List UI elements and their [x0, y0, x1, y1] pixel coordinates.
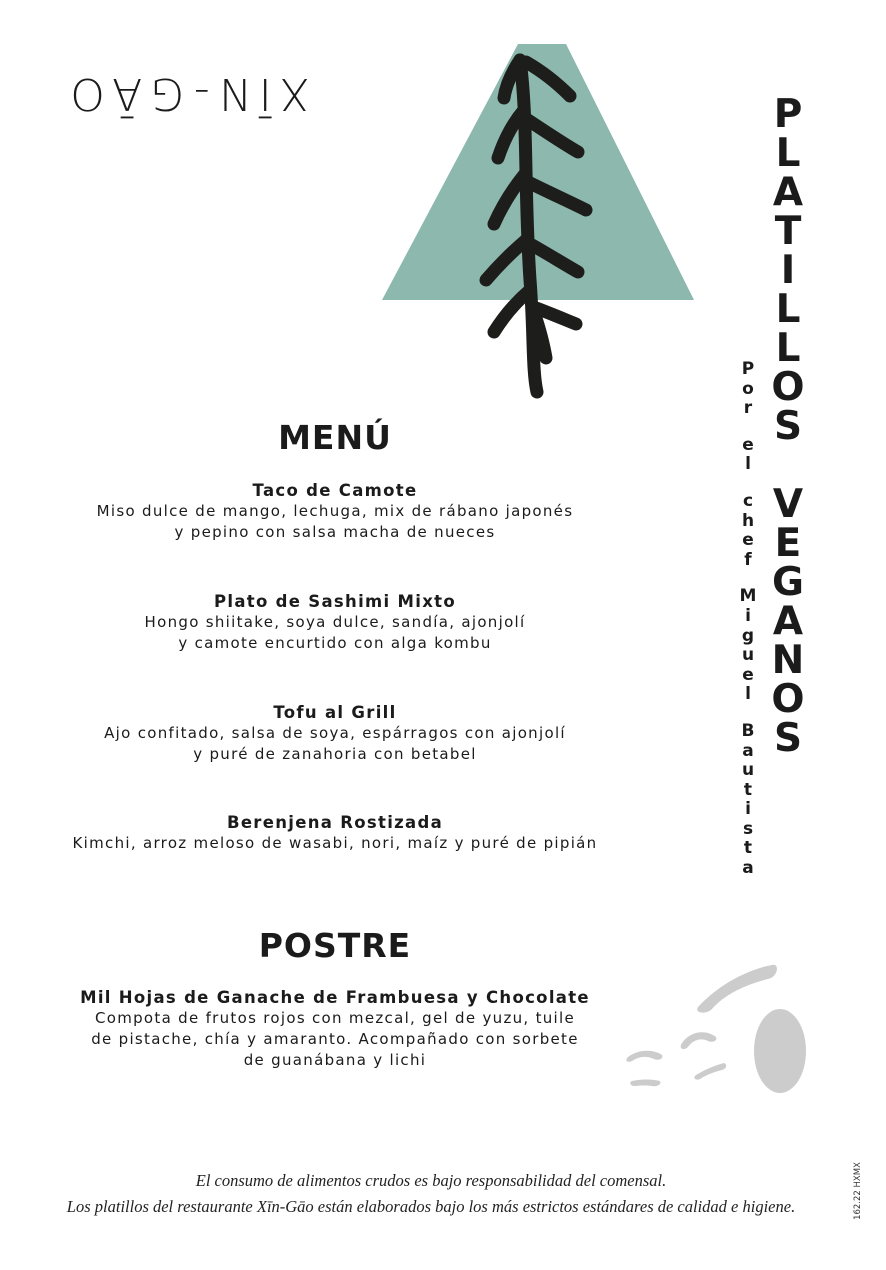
vertical-letter: S	[773, 716, 803, 761]
vertical-letter: L	[775, 131, 801, 176]
vertical-letter: s	[742, 818, 754, 839]
brush-stroke-illustration	[620, 955, 820, 1095]
vertical-letter: I	[780, 248, 796, 293]
vertical-letter: L	[775, 287, 801, 332]
vertical-letter: O	[771, 365, 805, 410]
vertical-letter: e	[742, 530, 754, 551]
brush-mark	[694, 1063, 726, 1080]
vertical-letter: P	[773, 92, 803, 137]
dish-name: Mil Hojas de Ganache de Frambuesa y Chocolate	[80, 988, 590, 1007]
vertical-letter: i	[745, 605, 751, 626]
dish-description: Miso dulce de mango, lechuga, mix de rábano japonés y pepino con salsa macha de nueces	[96, 502, 574, 541]
vertical-letter	[734, 419, 762, 436]
menu-item	[40, 480, 630, 543]
dish-name: Plato de Sashimi Mixto	[214, 592, 456, 611]
teal-triangle	[382, 44, 694, 300]
footer-line: El consumo de alimentos crudos es bajo responsabilidad del comensal.	[195, 1171, 667, 1190]
dish-name: Berenjena Rostizada	[226, 813, 444, 832]
dish-description: Ajo confitado, salsa de soya, espárragos con ajonjolí y puré de zanahoria con betabel	[104, 724, 566, 763]
vertical-letter	[734, 475, 762, 492]
menu-item	[40, 812, 630, 854]
dessert-title: POSTRE	[258, 926, 412, 965]
vertical-letter: e	[742, 434, 754, 455]
vertical-letter: A	[772, 170, 804, 215]
brush-mark	[630, 1080, 660, 1087]
vertical-letter: l	[745, 454, 751, 475]
dish-description: Kimchi, arroz meloso de wasabi, nori, maíz y puré de pipián	[72, 834, 598, 852]
document-code: 162.22 HXMX	[853, 1162, 863, 1220]
vertical-letter: e	[742, 664, 754, 685]
vertical-letter: T	[774, 209, 802, 254]
brush-arc	[697, 965, 777, 1013]
dish-description: Hongo shiitake, soya dulce, sandía, ajonjolí y camote encurtido con alga kombu	[144, 613, 526, 652]
vertical-letter: t	[743, 838, 753, 859]
dish-name: Tofu al Grill	[273, 703, 397, 722]
vertical-letter: r	[743, 398, 753, 419]
brush-blob	[754, 1009, 806, 1093]
vertical-letter: f	[744, 549, 752, 570]
vertical-subtitle	[734, 360, 762, 879]
vertical-letter: a	[742, 740, 754, 761]
vertical-title	[768, 92, 808, 761]
menu-title: MENÚ	[278, 418, 392, 457]
vertical-letter: G	[771, 560, 804, 605]
vertical-letter: o	[742, 378, 754, 399]
vertical-letter: A	[772, 599, 804, 644]
footer-disclaimer	[0, 1168, 862, 1220]
footer-line: Los platillos del restaurante Xīn-Gāo están elaborados bajo los más estrictos estándares de calidad e higiene.	[66, 1197, 796, 1216]
brand-logo: XĪN-GĀO	[62, 68, 310, 119]
vertical-letter: t	[743, 779, 753, 800]
vertical-letter	[768, 447, 808, 486]
vertical-letter	[734, 705, 762, 722]
vertical-letter: u	[741, 645, 755, 666]
menu-item	[40, 591, 630, 654]
vertical-letter: l	[745, 684, 751, 705]
vertical-letter: S	[773, 404, 803, 449]
vertical-letter: P	[741, 359, 755, 379]
dessert-item	[40, 987, 630, 1071]
vertical-letter: O	[771, 677, 805, 722]
menu-item	[40, 702, 630, 765]
vertical-letter: g	[741, 625, 755, 646]
vertical-letter: V	[772, 482, 804, 527]
vertical-letter: M	[739, 586, 757, 607]
vertical-letter	[734, 570, 762, 587]
vertical-letter: N	[771, 638, 805, 683]
vertical-letter: E	[774, 521, 802, 566]
vertical-letter: B	[741, 720, 755, 741]
brush-mark	[626, 1051, 662, 1062]
vertical-letter: L	[775, 326, 801, 371]
dish-name: Taco de Camote	[252, 481, 418, 500]
pine-tree-illustration	[380, 40, 700, 405]
dish-description: Compota de frutos rojos con mezcal, gel de yuzu, tuile de pistache, chía y amaranto. Acompañado con sorbete de guanábana y lichi	[91, 1009, 579, 1069]
vertical-letter: a	[742, 858, 754, 879]
vertical-letter: c	[742, 490, 754, 511]
vertical-letter: i	[745, 799, 751, 820]
vertical-letter: h	[741, 510, 755, 531]
brush-mark	[681, 1032, 717, 1049]
vertical-letter: u	[741, 760, 755, 781]
